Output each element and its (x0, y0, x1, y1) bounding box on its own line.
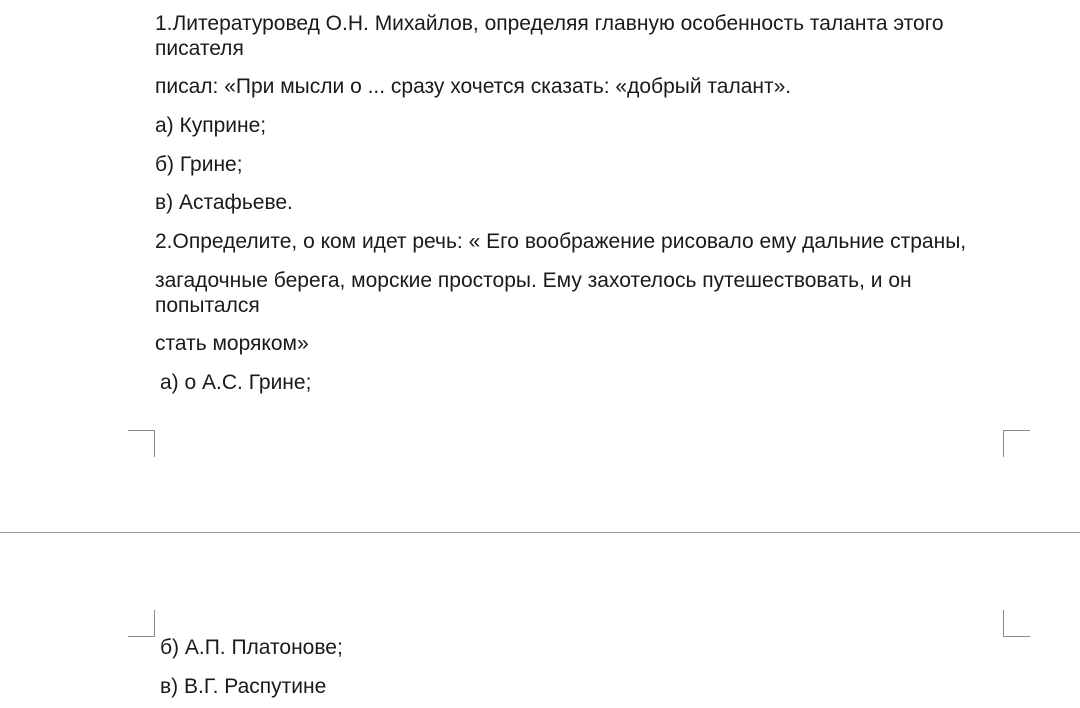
page-margin-corner-top-left (128, 610, 155, 637)
question-1-text-line-2: писателя (155, 37, 244, 60)
page-margin-corner-bottom-left (128, 430, 155, 457)
question-2-text-line-3: попытался (155, 294, 260, 317)
question-1-option-b: б) Грине; (155, 153, 243, 176)
question-1-text-line-3: писал: «При мысли о ... сразу хочется сказать: «добрый талант». (155, 75, 792, 98)
question-2-text-line-1: 2.Определите, о ком идет речь: « Его воображение рисовало ему дальние страны, (155, 230, 967, 253)
question-1-text-line-1: 1.Литературовед О.Н. Михайлов, определяя главную особенность таланта этого (155, 12, 944, 35)
page-margin-corner-top-right (1003, 610, 1030, 637)
page-break-divider (0, 532, 1080, 533)
question-1-option-a: а) Куприне; (155, 114, 267, 137)
question-1-option-c: в) Астафьеве. (155, 191, 293, 214)
page-margin-corner-bottom-right (1003, 430, 1030, 457)
question-2-text-line-4: стать моряком» (155, 332, 309, 355)
question-2-option-c: в) В.Г. Распутине (160, 675, 327, 698)
question-2-option-b: б) А.П. Платонове; (160, 636, 343, 659)
question-2-option-a: а) о А.С. Грине; (160, 371, 312, 394)
question-2-text-line-2: загадочные берега, морские просторы. Ему захотелось путешествовать, и он (155, 269, 912, 292)
